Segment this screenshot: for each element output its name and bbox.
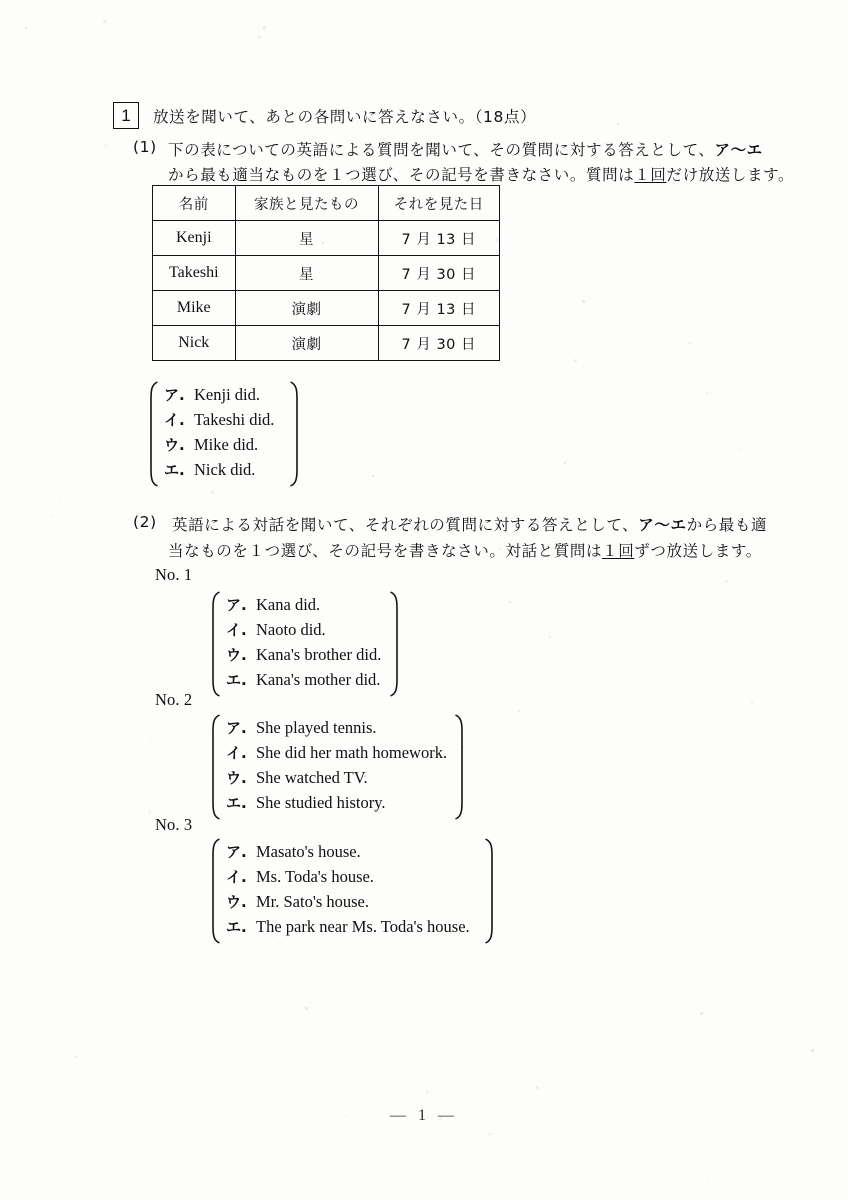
part1-choice-group: [148, 381, 300, 487]
choice-text: Masato's house.: [256, 842, 361, 861]
choice-label: エ.: [226, 671, 247, 689]
choice-label: イ.: [164, 411, 185, 429]
part1-line1-text-a: 下の表についての英語による質問を聞いて、その質問に対する答えとして、: [168, 141, 715, 159]
no2-choice-rows: [210, 714, 465, 820]
choice-label: ウ.: [226, 893, 247, 911]
part2-line2-once: １回: [602, 542, 635, 560]
table-body: [153, 186, 500, 361]
choice-item[interactable]: [226, 891, 495, 916]
choice-label: ア.: [226, 596, 247, 614]
choice-item[interactable]: [226, 916, 495, 941]
choice-item[interactable]: [226, 669, 400, 694]
choice-item[interactable]: [226, 594, 400, 619]
choice-text: She did her math homework.: [256, 743, 448, 762]
choice-text: She played tennis.: [256, 718, 377, 737]
choice-item[interactable]: [226, 742, 465, 767]
choice-label: ア.: [226, 843, 247, 861]
part2-line1-text-a: 英語による対話を聞いて、それぞれの質問に対する答えとして、: [172, 516, 639, 534]
cell-name: Mike: [176, 299, 211, 316]
cell-what: 演劇: [291, 336, 322, 353]
choice-label: ウ.: [226, 769, 247, 787]
table-row: [153, 256, 500, 291]
part1-line1-choicerange: ア～エ: [714, 141, 763, 159]
part1-instruction-line2: [168, 163, 794, 185]
page-number: — 1 —: [390, 1107, 458, 1124]
choice-item[interactable]: [226, 866, 495, 891]
choice-label: ウ.: [226, 646, 247, 664]
choice-text: Naoto did.: [256, 620, 326, 639]
table-row: [153, 291, 500, 326]
item-label-no1: No. 1: [155, 565, 193, 584]
choice-label: エ.: [164, 461, 185, 479]
choice-item[interactable]: [164, 459, 300, 484]
choice-item[interactable]: [226, 619, 400, 644]
choice-item[interactable]: [164, 409, 300, 434]
choice-label: ア.: [226, 719, 247, 737]
choice-label: エ.: [226, 918, 247, 936]
part1-choice-rows: [148, 381, 300, 487]
part2-line1-choicerange: ア～エ: [638, 516, 687, 534]
choice-label: イ.: [226, 621, 247, 639]
no3-choice-group: [210, 838, 495, 944]
cell-name: Kenji: [175, 229, 212, 246]
part1-marker: (1): [133, 138, 157, 156]
cell-name: Nick: [178, 334, 210, 351]
choice-label: イ.: [226, 744, 247, 762]
part1-line2-once: １回: [634, 166, 667, 184]
table-row: [153, 326, 500, 361]
question-heading: 放送を聞いて、あとの各問いに答えなさい。（18点）: [153, 108, 537, 126]
choice-text: Ms. Toda's house.: [256, 867, 374, 886]
choice-text: Kana's mother did.: [256, 670, 381, 689]
table-header-what: 家族と見たもの: [254, 196, 360, 213]
choice-item[interactable]: [226, 841, 495, 866]
cell-when: 7 月 13 日: [401, 301, 477, 318]
choice-item[interactable]: [226, 767, 465, 792]
no2-choice-group: [210, 714, 465, 820]
part1-line2-text-a: から最も適当なものを１つ選び、その記号を書きなさい。質問は: [168, 166, 635, 184]
choice-text: She watched TV.: [256, 768, 368, 787]
cell-when: 7 月 30 日: [401, 336, 477, 353]
choice-item[interactable]: [226, 717, 465, 742]
table-row: [153, 221, 500, 256]
choice-text: The park near Ms. Toda's house.: [256, 917, 470, 936]
cell-what: 星: [299, 266, 315, 283]
part2-line2-text-c: ずつ放送します。: [634, 542, 762, 560]
table-header-name: 名前: [178, 196, 209, 213]
cell-when: 7 月 13 日: [401, 231, 477, 248]
part2-line2-text-a: 当なものを１つ選び、その記号を書きなさい。対話と質問は: [168, 542, 603, 560]
question-number-box: 1: [113, 102, 139, 129]
choice-text: She studied history.: [256, 793, 386, 812]
choice-label: エ.: [226, 794, 247, 812]
choice-label: イ.: [226, 868, 247, 886]
choice-label: ア.: [164, 386, 185, 404]
no1-choice-group: [210, 591, 400, 697]
choice-text: Takeshi did.: [194, 410, 275, 429]
cell-when: 7 月 30 日: [401, 266, 477, 283]
cell-name: Takeshi: [168, 264, 219, 281]
choice-text: Nick did.: [194, 460, 256, 479]
cell-what: 演劇: [291, 301, 322, 318]
choice-text: Kana did.: [256, 595, 321, 614]
choice-item[interactable]: [226, 644, 400, 669]
choice-text: Mr. Sato's house.: [256, 892, 369, 911]
choice-text: Mike did.: [194, 435, 259, 454]
item-label-no2: No. 2: [155, 690, 193, 709]
choice-item[interactable]: [164, 434, 300, 459]
item-label-no3: No. 3: [155, 815, 193, 834]
choice-item[interactable]: [226, 792, 465, 817]
choice-text: Kana's brother did.: [256, 645, 382, 664]
choice-label: ウ.: [164, 436, 185, 454]
part2-instruction-line1: [172, 513, 767, 535]
no3-choice-rows: [210, 838, 495, 944]
no1-choice-rows: [210, 591, 400, 697]
part2-instruction-line2: [168, 539, 762, 561]
table-header-when: それを見た日: [393, 196, 484, 213]
part2-line1-text-c: から最も適: [686, 516, 768, 534]
choice-text: Kenji did.: [194, 385, 260, 404]
table-header-row: [153, 186, 500, 221]
cell-what: 星: [299, 231, 315, 248]
part1-instruction-line1: [168, 138, 763, 160]
part1-line2-text-c: だけ放送します。: [666, 166, 795, 184]
part2-marker: (2): [133, 513, 157, 531]
choice-item[interactable]: [164, 384, 300, 409]
viewing-table: [152, 185, 500, 361]
